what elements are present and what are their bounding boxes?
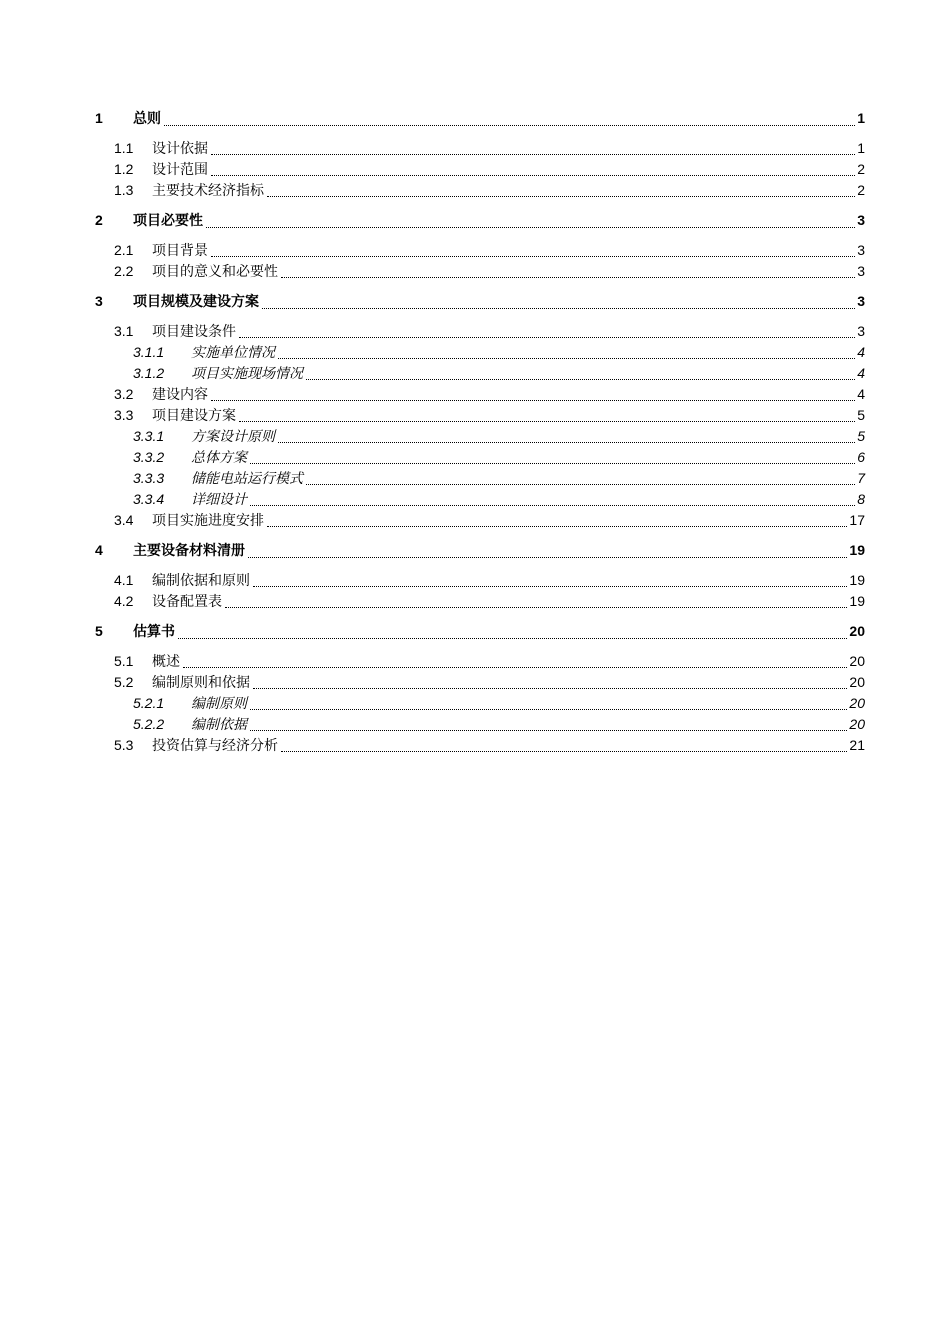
dot-leader [306,483,855,485]
dot-leader [253,687,847,689]
dot-leader [267,195,855,197]
toc-entry[interactable] [0,540,950,562]
toc-entry-title: 项目背景 [152,242,208,258]
toc-entry-page: 17 [849,512,865,528]
toc-entry-number: 1.3 [114,182,134,198]
toc-entry-page: 3 [857,293,865,309]
dot-leader [239,336,855,338]
toc-entry[interactable] [0,240,950,261]
dot-leader [164,124,855,126]
toc-entry-number: 2.2 [114,263,134,279]
toc-entry-title: 编制原则 [191,695,247,711]
toc-entry[interactable] [0,210,950,232]
toc-entry-page: 4 [857,386,865,402]
toc-entry-page: 5 [857,407,865,423]
toc-entry-number: 5.2.2 [133,716,165,732]
dot-leader [211,174,855,176]
toc-entry-title: 项目规模及建设方案 [133,293,259,309]
toc-entry-page: 1 [857,140,865,156]
toc-entry[interactable] [0,159,950,180]
toc-entry-title: 编制依据 [191,716,247,732]
toc-entry-page: 2 [857,182,865,198]
toc-entry-page: 4 [857,365,865,381]
toc-entry[interactable] [0,591,950,612]
toc-entry[interactable] [0,621,950,643]
toc-entry-number: 5.2.1 [133,695,165,711]
toc-entry[interactable] [0,138,950,159]
dot-leader [262,307,855,309]
dot-leader [281,276,855,278]
toc-entry-number: 3.3.2 [133,449,165,465]
dot-leader [248,556,847,558]
toc-entry[interactable] [0,468,950,489]
toc-entry[interactable] [0,384,950,405]
toc-entry-number: 4.1 [114,572,134,588]
toc-entry[interactable] [0,651,950,672]
toc-entry-page: 8 [857,491,865,507]
toc-entry-title: 投资估算与经济分析 [152,737,278,753]
toc-entry-number: 3.3.3 [133,470,165,486]
dot-leader [250,462,855,464]
toc-entry-title: 建设内容 [152,386,208,402]
toc-entry[interactable] [0,261,950,282]
toc-entry-page: 19 [849,542,865,558]
dot-leader [211,255,855,257]
dot-leader [250,729,847,731]
toc-entry-number: 5.3 [114,737,134,753]
dot-leader [178,637,847,639]
toc-entry-number: 3.3.4 [133,491,165,507]
toc-entry-page: 3 [857,323,865,339]
toc-entry-number: 5 [95,623,103,639]
toc-entry[interactable] [0,405,950,426]
toc-entry-title: 项目实施现场情况 [191,365,303,381]
dot-leader [250,708,847,710]
toc-entry[interactable] [0,735,950,756]
toc-entry-number: 3 [95,293,103,309]
toc-entry-page: 7 [857,470,865,486]
toc-entry[interactable] [0,693,950,714]
toc-entry[interactable] [0,714,950,735]
toc-entry-title: 项目建设条件 [152,323,236,339]
toc-entry[interactable] [0,108,950,130]
toc-entry-title: 编制依据和原则 [152,572,250,588]
dot-leader [239,420,855,422]
toc-entry-page: 21 [849,737,865,753]
toc-entry[interactable] [0,426,950,447]
toc-entry-page: 1 [857,110,865,126]
dot-leader [211,153,855,155]
toc-entry-page: 20 [849,674,865,690]
toc-entry-title: 设备配置表 [152,593,222,609]
toc-entry-page: 4 [857,344,865,360]
toc-entry-number: 3.4 [114,512,134,528]
toc-entry[interactable] [0,570,950,591]
toc-entry[interactable] [0,291,950,313]
toc-entry-number: 3.1 [114,323,134,339]
toc-entry-title: 方案设计原则 [191,428,275,444]
dot-leader [250,504,855,506]
toc-entry-number: 5.2 [114,674,134,690]
toc-entry-number: 3.3 [114,407,134,423]
toc-entry-number: 3.2 [114,386,134,402]
toc-entry-title: 设计范围 [152,161,208,177]
dot-leader [183,666,847,668]
toc-entry-title: 编制原则和依据 [152,674,250,690]
toc-entry-page: 19 [849,572,865,588]
toc-entry-title: 主要技术经济指标 [152,182,264,198]
toc-entry-page: 6 [857,449,865,465]
dot-leader [253,585,847,587]
toc-entry-number: 3.1.2 [133,365,165,381]
toc-entry-page: 20 [849,695,865,711]
toc-entry-number: 5.1 [114,653,134,669]
table-of-contents [0,108,950,756]
toc-entry-page: 2 [857,161,865,177]
toc-entry[interactable] [0,321,950,342]
toc-entry-title: 项目建设方案 [152,407,236,423]
toc-entry-page: 20 [849,716,865,732]
toc-entry-title: 估算书 [133,623,175,639]
toc-entry[interactable] [0,363,950,384]
toc-entry-page: 20 [849,623,865,639]
dot-leader [206,226,855,228]
toc-entry-number: 1 [95,110,103,126]
dot-leader [306,378,855,380]
toc-entry-number: 2.1 [114,242,134,258]
dot-leader [211,399,855,401]
toc-entry[interactable] [0,510,950,531]
dot-leader [278,441,855,443]
toc-entry-number: 4.2 [114,593,134,609]
toc-entry-title: 详细设计 [191,491,247,507]
toc-entry-title: 设计依据 [152,140,208,156]
toc-entry-number: 4 [95,542,103,558]
toc-entry-title: 项目必要性 [133,212,203,228]
dot-leader [267,525,847,527]
toc-entry-page: 20 [849,653,865,669]
toc-entry[interactable] [0,672,950,693]
toc-entry-number: 1.2 [114,161,134,177]
toc-entry-title: 概述 [152,653,180,669]
dot-leader [278,357,855,359]
toc-entry-number: 2 [95,212,103,228]
toc-entry[interactable] [0,447,950,468]
toc-entry[interactable] [0,489,950,510]
toc-entry-number: 3.3.1 [133,428,165,444]
toc-entry-title: 总则 [133,110,161,126]
toc-entry[interactable] [0,180,950,201]
toc-entry-title: 实施单位情况 [191,344,275,360]
toc-entry-title: 项目实施进度安排 [152,512,264,528]
toc-entry-title: 总体方案 [191,449,247,465]
toc-entry-page: 3 [857,212,865,228]
dot-leader [281,750,847,752]
toc-entry-number: 3.1.1 [133,344,165,360]
toc-entry[interactable] [0,342,950,363]
toc-entry-number: 1.1 [114,140,134,156]
toc-entry-title: 储能电站运行模式 [191,470,303,486]
toc-entry-page: 3 [857,263,865,279]
toc-entry-page: 3 [857,242,865,258]
toc-entry-title: 主要设备材料清册 [133,542,245,558]
toc-entry-page: 5 [857,428,865,444]
toc-entry-title: 项目的意义和必要性 [152,263,278,279]
toc-entry-page: 19 [849,593,865,609]
dot-leader [225,606,847,608]
